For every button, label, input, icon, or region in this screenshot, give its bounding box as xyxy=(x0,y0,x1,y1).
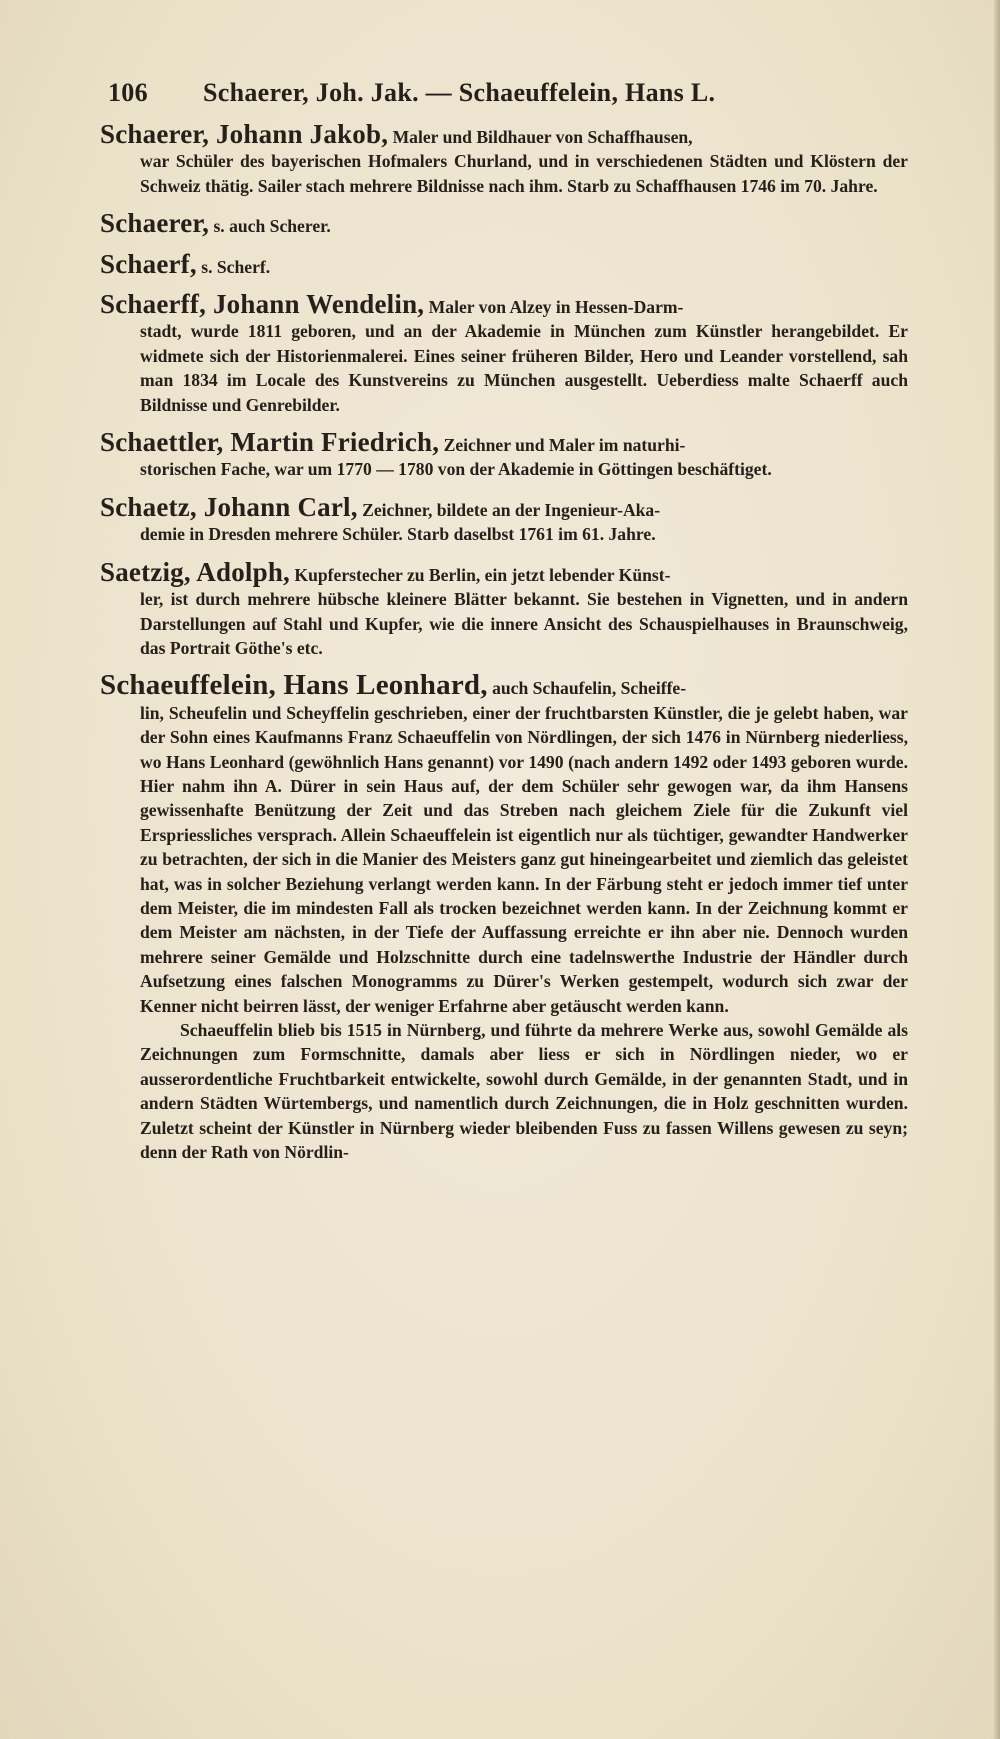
entry-body: stadt, wurde 1811 geboren, und an der Akademie in München zum Künstler herangebildet. Er widmete sich der Historienmalerei. Eines seiner früheren Bilder, Hero und Leander vorstellend, sah man 1834 im Locale des Kunstvereins zu München ausgestellt. Ueberdiess malte Schaerff auch Bildnisse und Genrebilder. xyxy=(140,321,908,415)
entry-first-line: s. Scherf. xyxy=(201,256,271,277)
entry-first-line: Zeichner und Maler im naturhi- xyxy=(443,435,686,456)
page-number: 106 xyxy=(108,78,148,107)
entry-headword: Schaettler, Martin Friedrich, xyxy=(100,427,440,458)
entry-first-line: Kupferstecher zu Berlin, ein jetzt lebender Künst- xyxy=(294,564,671,585)
running-title: Schaerer, Joh. Jak. — Schaeuffelein, Hans L. xyxy=(203,78,716,107)
entry-schaerff-johann-wendelin xyxy=(100,289,908,417)
entry-schaerf-ref xyxy=(100,248,908,279)
entry-headword: Schaetz, Johann Carl, xyxy=(100,491,358,522)
entry-schaettler-martin-friedrich xyxy=(100,427,908,482)
dictionary-entries xyxy=(100,119,908,1177)
entry-body: demie in Dresden mehrere Schüler. Starb daselbst 1761 im 61. Jahre. xyxy=(140,524,656,545)
entry-body: storischen Fache, war um 1770 — 1780 von der Akademie in Göttingen beschäftiget. xyxy=(140,459,772,480)
entry-first-line: auch Schaufelin, Scheiffe- xyxy=(492,678,687,699)
entry-first-line: s. auch Scherer. xyxy=(213,216,331,237)
entry-schaerer-ref xyxy=(100,208,908,239)
entry-schaeuffelein-hans-leonhard xyxy=(100,669,908,1164)
entry-saetzig-adolph xyxy=(100,556,908,661)
entry-first-line: Zeichner, bildete an der Ingenieur-Aka- xyxy=(362,499,661,520)
entry-headword: Schaerf, xyxy=(100,248,197,279)
entry-headword: Schaerff, Johann Wendelin, xyxy=(100,289,425,320)
entry-schaetz-johann-carl xyxy=(100,491,908,547)
entry-headword: Schaerer, Johann Jakob, xyxy=(100,119,389,149)
running-header xyxy=(108,78,908,108)
entry-headword: Schaerer, xyxy=(100,208,210,239)
entry-headword: Schaeuffelein, Hans Leonhard, xyxy=(100,669,488,702)
entry-body: lin, Scheufelin und Scheyffelin geschrieben, einer der fruchtbarsten Künstler, die je gelebt haben, war der Sohn eines Kaufmanns Franz Schaeuffelin von Nördlingen, der sich 1476 in Nürnberg niederliess, wo Hans Leonhard (gewöhnlich Hans genannt) vor 1490 (nach andern 1492 oder 1493 geboren wurde. Hier nahm ihn A. Dürer in sein Haus auf, der dem Schüler sehr gewogen war, da ihm Hansens gewissenhafte Benützung der Zeit und das Streben nach gleichem Ziele für die Zukunft viel Erspriessliches versprach. Allein Schaeuffelein ist eigentlich nur als tüchtiger, gewandter Handwerker zu betrachten, der sich in die Manier des Meisters ganz gut hineingearbeitet und ziemlich das geleistet hat, was in solcher Beziehung verlangt werden kann. In der Färbung steht er jedoch immer tief unter dem Meister, die im mindesten Fall als trocken bezeichnet werden kann. In der Zeichnung kommt er dem Meister am nächsten, in der Tiefe der Auffassung erreichte er ihn aber nie. Dennoch wurden mehrere seiner Gemälde und Holzschnitte durch eine tadelnswerthe Industrie der Händler durch Aufsetzung eines falschen Monogramms zu Dürer's Werken gestempelt, wodurch sich zwar der Kenner nicht beirren lässt, der weniger Erfahrne aber getäuscht werden kann. xyxy=(140,702,908,1016)
entry-body: ler, ist durch mehrere hübsche kleinere Blätter bekannt. Sie bestehen in Vignetten, und in andern Darstellungen auf Stahl und Kupfer, wie die innere Ansicht des Schauspielhauses in Braunschweig, das Portrait Göthe's etc. xyxy=(140,589,908,658)
entry-schaerer-johann-jakob xyxy=(100,119,908,198)
entry-body: war Schüler des bayerischen Hofmalers Churland, und in verschiedenen Städten und Klöstern der Schweiz thätig. Sailer stach mehrere Bildnisse nach ihm. Starb zu Schaffhausen 1746 im 70. Jahre. xyxy=(140,151,908,196)
entry-headword: Saetzig, Adolph, xyxy=(100,556,290,587)
entry-body-paragraph-2: Schaeuffelin blieb bis 1515 in Nürnberg, und führte da mehrere Werke aus, sowohl Gemälde als Zeichnungen zum Formschnitte, damals aber liess er sich in Nördlingen nieder, wo er ausserordentliche Fruchtbarkeit entwickelte, sowohl durch Gemälde, in der genannten Stadt, und in andern Städten Würtembergs, und namentlich durch Zeichnungen, die in Holz geschnitten wurden. Zuletzt scheint der Künstler in Nürnberg wieder bleibenden Fuss zu fassen Willens gewesen zu seyn; denn der Rath von Nördlin- xyxy=(140,1020,908,1163)
entry-first-line: Maler und Bildhauer von Schaffhausen, xyxy=(392,127,693,147)
entry-first-line: Maler von Alzey in Hessen-Darm- xyxy=(428,297,684,318)
page-edge xyxy=(994,0,1000,1739)
